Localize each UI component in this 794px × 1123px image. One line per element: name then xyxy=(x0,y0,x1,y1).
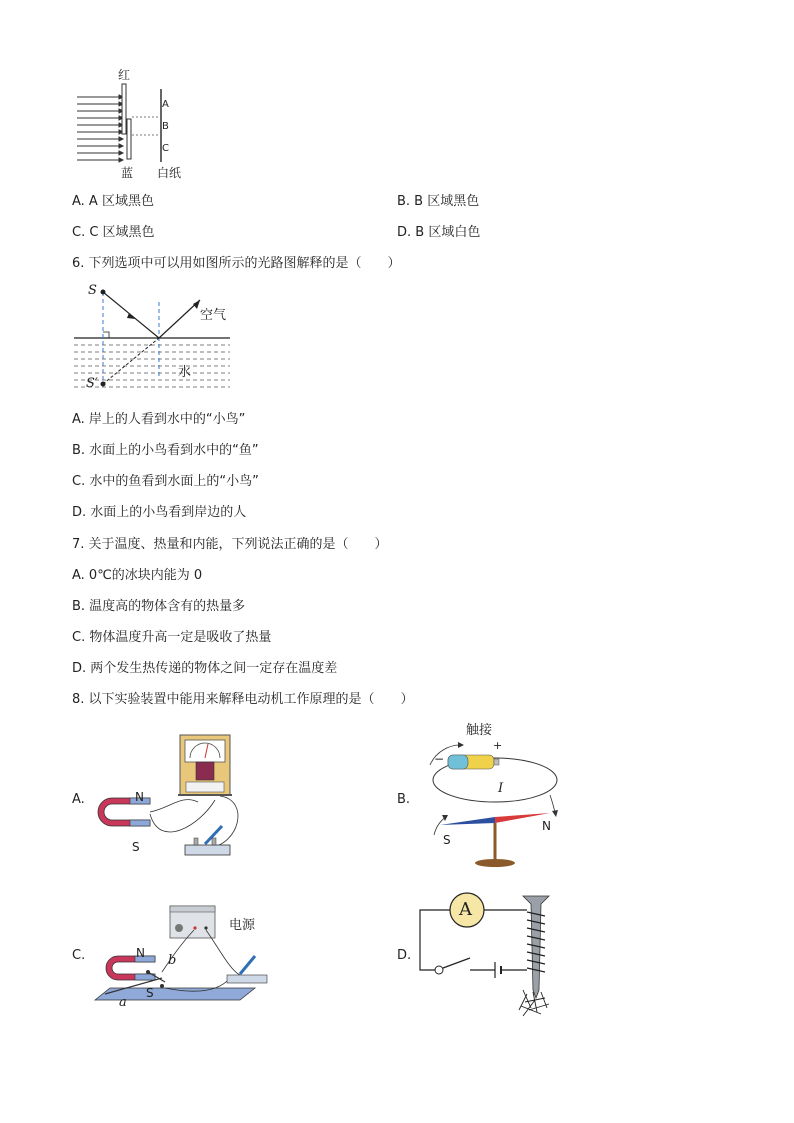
q8-figure-c-motor-setup xyxy=(90,900,290,1010)
q8-label-c: C. xyxy=(72,948,86,963)
q7-option-a: A. 0℃的冰块内能为 0 xyxy=(72,568,203,583)
figA-magnet-n: N xyxy=(135,790,144,804)
label-region-a: A xyxy=(162,99,169,110)
label-white-paper: 白纸 xyxy=(157,166,182,180)
figB-minus: − xyxy=(434,752,445,766)
q8-label-a: A. xyxy=(72,792,85,807)
q5-option-a: A. A 区域黑色 xyxy=(72,194,154,209)
label-region-b: B xyxy=(162,121,169,132)
label-air: 空气 xyxy=(200,308,227,323)
q8-label-b: B. xyxy=(397,792,411,807)
figC-label-a: a xyxy=(119,995,127,1010)
figB-needle-s: S xyxy=(443,833,451,847)
figC-label-b: b xyxy=(168,953,177,968)
label-water: 水 xyxy=(178,365,192,380)
q5-option-d: D. B 区域白色 xyxy=(397,225,481,240)
q7-option-d: D. 两个发生热传递的物体之间一定存在温度差 xyxy=(72,661,338,676)
q6-option-a: A. 岸上的人看到水中的“小鸟” xyxy=(72,412,246,427)
q8-figure-d-electromagnet-setup xyxy=(415,890,565,1020)
q8-figure-a-galvanometer-setup xyxy=(90,730,250,865)
q6-option-c: C. 水中的鱼看到水面上的“小鸟” xyxy=(72,474,259,489)
q6-stem: 6. 下列选项中可以用如图所示的光路图解释的是（ ） xyxy=(72,256,401,271)
label-image-s: S′ xyxy=(86,376,98,391)
q8-label-d: D. xyxy=(397,948,412,963)
q7-stem: 7. 关于温度、热量和内能，下列说法正确的是（ ） xyxy=(72,537,388,552)
q5-option-c: C. C 区域黑色 xyxy=(72,225,155,240)
figB-plus: + xyxy=(493,739,503,752)
figC-power-label: 电源 xyxy=(229,918,256,933)
q7-option-c: C. 物体温度升高一定是吸收了热量 xyxy=(72,630,272,645)
figB-needle-n: N xyxy=(542,819,551,833)
q6-option-b: B. 水面上的小鸟看到水中的“鱼” xyxy=(72,443,259,458)
label-blue: 蓝 xyxy=(121,166,134,180)
figC-magnet-s: S xyxy=(146,986,154,1000)
figB-current-i: I xyxy=(498,781,504,796)
q7-option-b: B. 温度高的物体含有的热量多 xyxy=(72,599,246,614)
ammeter-icon: A xyxy=(459,899,472,920)
label-region-c: C xyxy=(162,143,169,154)
figB-touch-label: 触接 xyxy=(466,723,493,738)
figC-magnet-n: N xyxy=(136,946,145,960)
q5-option-b: B. B 区域黑色 xyxy=(397,194,480,209)
label-source-s: S xyxy=(88,283,97,298)
label-red: 红 xyxy=(118,68,131,82)
figA-magnet-s: S xyxy=(132,840,140,854)
q8-stem: 8. 以下实验装置中能用来解释电动机工作原理的是（ ） xyxy=(72,692,414,707)
q6-option-d: D. 水面上的小鸟看到岸边的人 xyxy=(72,505,247,520)
